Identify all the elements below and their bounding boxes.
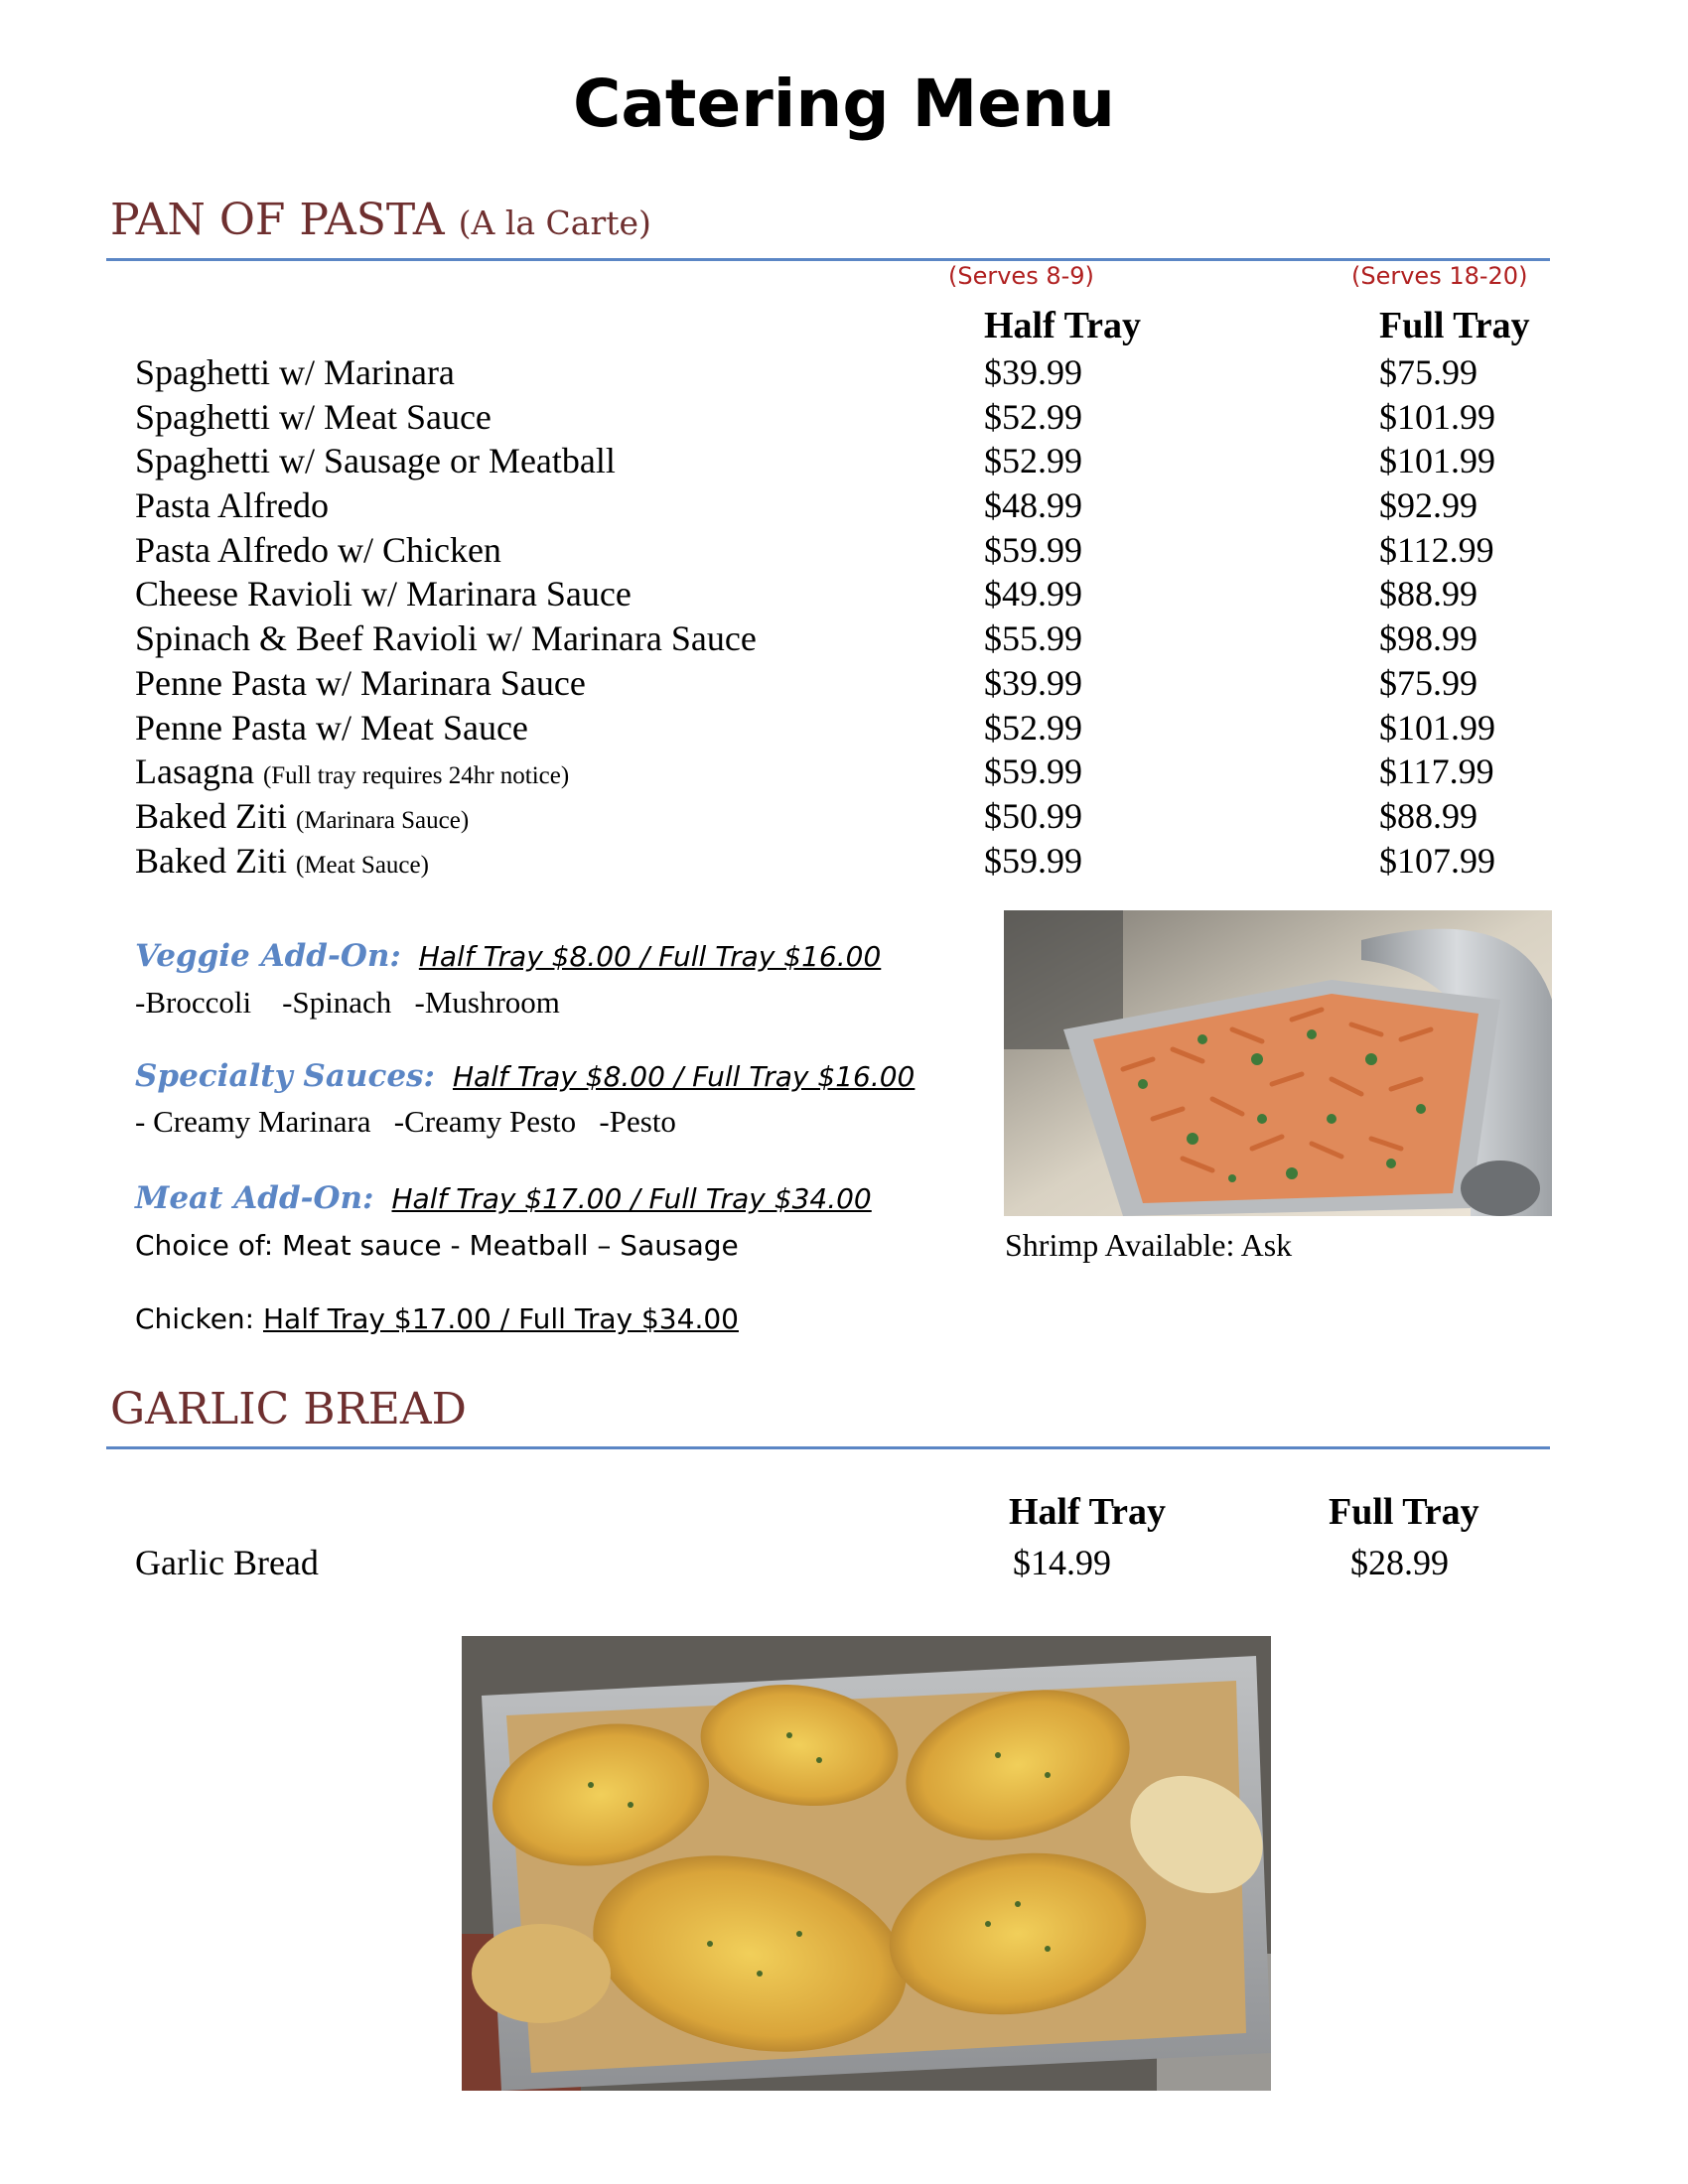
item-note: (Meat Sauce) [295,851,429,879]
veggie-addon-header [135,938,881,974]
pasta-heading-sub: (A la Carte) [458,204,651,242]
chicken-addon-label: Chicken: [135,1302,263,1335]
veggie-addon-label: Veggie Add-On: [135,938,401,974]
item-name [135,572,632,616]
garlic-column-header-full-tray: Full Tray [1329,1491,1479,1533]
table-row [135,661,1585,706]
half-tray-price: $52.99 [984,707,1082,748]
meat-addon-items: Choice of: Meat sauce - Meatball – Sausage [135,1229,739,1262]
item-name [135,483,329,528]
sauce-addon-header [135,1058,914,1094]
half-tray-price: $59.99 [984,529,1082,570]
half-tray-price: $48.99 [984,485,1082,526]
photo-caption: Shrimp Available: Ask [1005,1227,1293,1263]
table-row [135,350,1585,395]
item-name-text: Spaghetti w/ Marinara [135,352,455,392]
half-tray-price: $52.99 [984,396,1082,437]
sauce-addon-price: Half Tray $8.00 / Full Tray $16.00 [452,1060,915,1093]
pasta-heading-text: PAN OF PASTA [110,195,445,245]
garlic-bread-photo [462,1636,1271,2091]
full-tray-price: $92.99 [1379,485,1477,526]
section-heading-garlic: GARLIC BREAD [110,1384,467,1434]
section-divider [106,1446,1550,1449]
half-tray-price: $55.99 [984,618,1082,659]
full-tray-price: $75.99 [1379,662,1477,703]
half-tray-price: $59.99 [984,751,1082,792]
item-name-text: Pasta Alfredo [135,485,329,526]
pasta-tray-photo [1004,910,1552,1216]
chicken-addon-line [135,1302,739,1335]
full-tray-price: $101.99 [1379,441,1495,481]
item-name [135,350,455,395]
item-name-text: Cheese Ravioli w/ Marinara Sauce [135,574,632,614]
item-name-text: Penne Pasta w/ Marinara Sauce [135,662,586,703]
sauce-addon-label: Specialty Sauces: [135,1058,435,1094]
table-row [135,528,1585,573]
item-name [135,706,528,751]
item-name-text: Baked Ziti [135,840,287,881]
table-row [135,750,1585,794]
table-row [135,572,1585,616]
section-divider [106,258,1550,261]
table-row [135,616,1585,661]
full-tray-price: $112.99 [1379,529,1494,570]
item-name-text: Spaghetti w/ Meat Sauce [135,396,492,437]
item-name-text: Baked Ziti [135,795,287,836]
garlic-half-price: $14.99 [1013,1543,1111,1582]
garlic-bread-illustration [462,1636,1271,2091]
item-name-text: Lasagna [135,751,254,792]
full-tray-price: $107.99 [1379,840,1495,881]
garlic-full-price: $28.99 [1350,1543,1449,1582]
item-name [135,528,501,573]
half-tray-price: $49.99 [984,574,1082,614]
table-row [135,395,1585,440]
pasta-price-list [135,350,1585,883]
item-name-text: Spinach & Beef Ravioli w/ Marinara Sauce [135,618,757,659]
full-tray-price: $101.99 [1379,396,1495,437]
item-name [135,395,492,440]
page-title: Catering Menu [572,66,1116,142]
full-tray-price: $75.99 [1379,352,1477,392]
column-header-full-tray: Full Tray [1379,305,1530,346]
table-row [135,794,1585,839]
item-note: (Marinara Sauce) [295,806,470,834]
table-row [135,483,1585,528]
item-name-text: Penne Pasta w/ Meat Sauce [135,707,528,748]
item-name-text: Spaghetti w/ Sausage or Meatball [135,441,616,481]
meat-addon-header [135,1180,872,1216]
item-name [135,750,569,799]
column-header-half-tray: Half Tray [984,305,1141,346]
section-heading-pasta [110,195,651,245]
pasta-tray-illustration [1004,910,1552,1216]
garlic-column-header-half-tray: Half Tray [1009,1491,1166,1533]
serves-half: (Serves 8-9) [948,262,1094,290]
item-name [135,439,616,483]
serves-full: (Serves 18-20) [1351,262,1528,290]
full-tray-price: $101.99 [1379,707,1495,748]
full-tray-price: $88.99 [1379,795,1477,836]
full-tray-price: $98.99 [1379,618,1477,659]
chicken-addon-price: Half Tray $17.00 / Full Tray $34.00 [263,1302,739,1335]
garlic-item-name: Garlic Bread [135,1543,319,1582]
meat-addon-label: Meat Add-On: [135,1180,374,1216]
meat-addon-price: Half Tray $17.00 / Full Tray $34.00 [391,1182,872,1215]
sauce-addon-items: - Creamy Marinara -Creamy Pesto -Pesto [135,1104,676,1139]
full-tray-price: $117.99 [1379,751,1494,792]
table-row [135,439,1585,483]
table-row [135,706,1585,751]
half-tray-price: $52.99 [984,441,1082,481]
item-name [135,616,757,661]
half-tray-price: $39.99 [984,352,1082,392]
half-tray-price: $50.99 [984,795,1082,836]
item-name [135,794,469,844]
item-name-text: Pasta Alfredo w/ Chicken [135,529,501,570]
item-name [135,839,429,888]
veggie-addon-items: -Broccoli -Spinach -Mushroom [135,985,560,1020]
item-note: (Full tray requires 24hr notice) [262,762,570,790]
veggie-addon-price: Half Tray $8.00 / Full Tray $16.00 [418,940,882,973]
item-name [135,661,586,706]
full-tray-price: $88.99 [1379,574,1477,614]
table-row [135,839,1585,884]
half-tray-price: $39.99 [984,662,1082,703]
half-tray-price: $59.99 [984,840,1082,881]
